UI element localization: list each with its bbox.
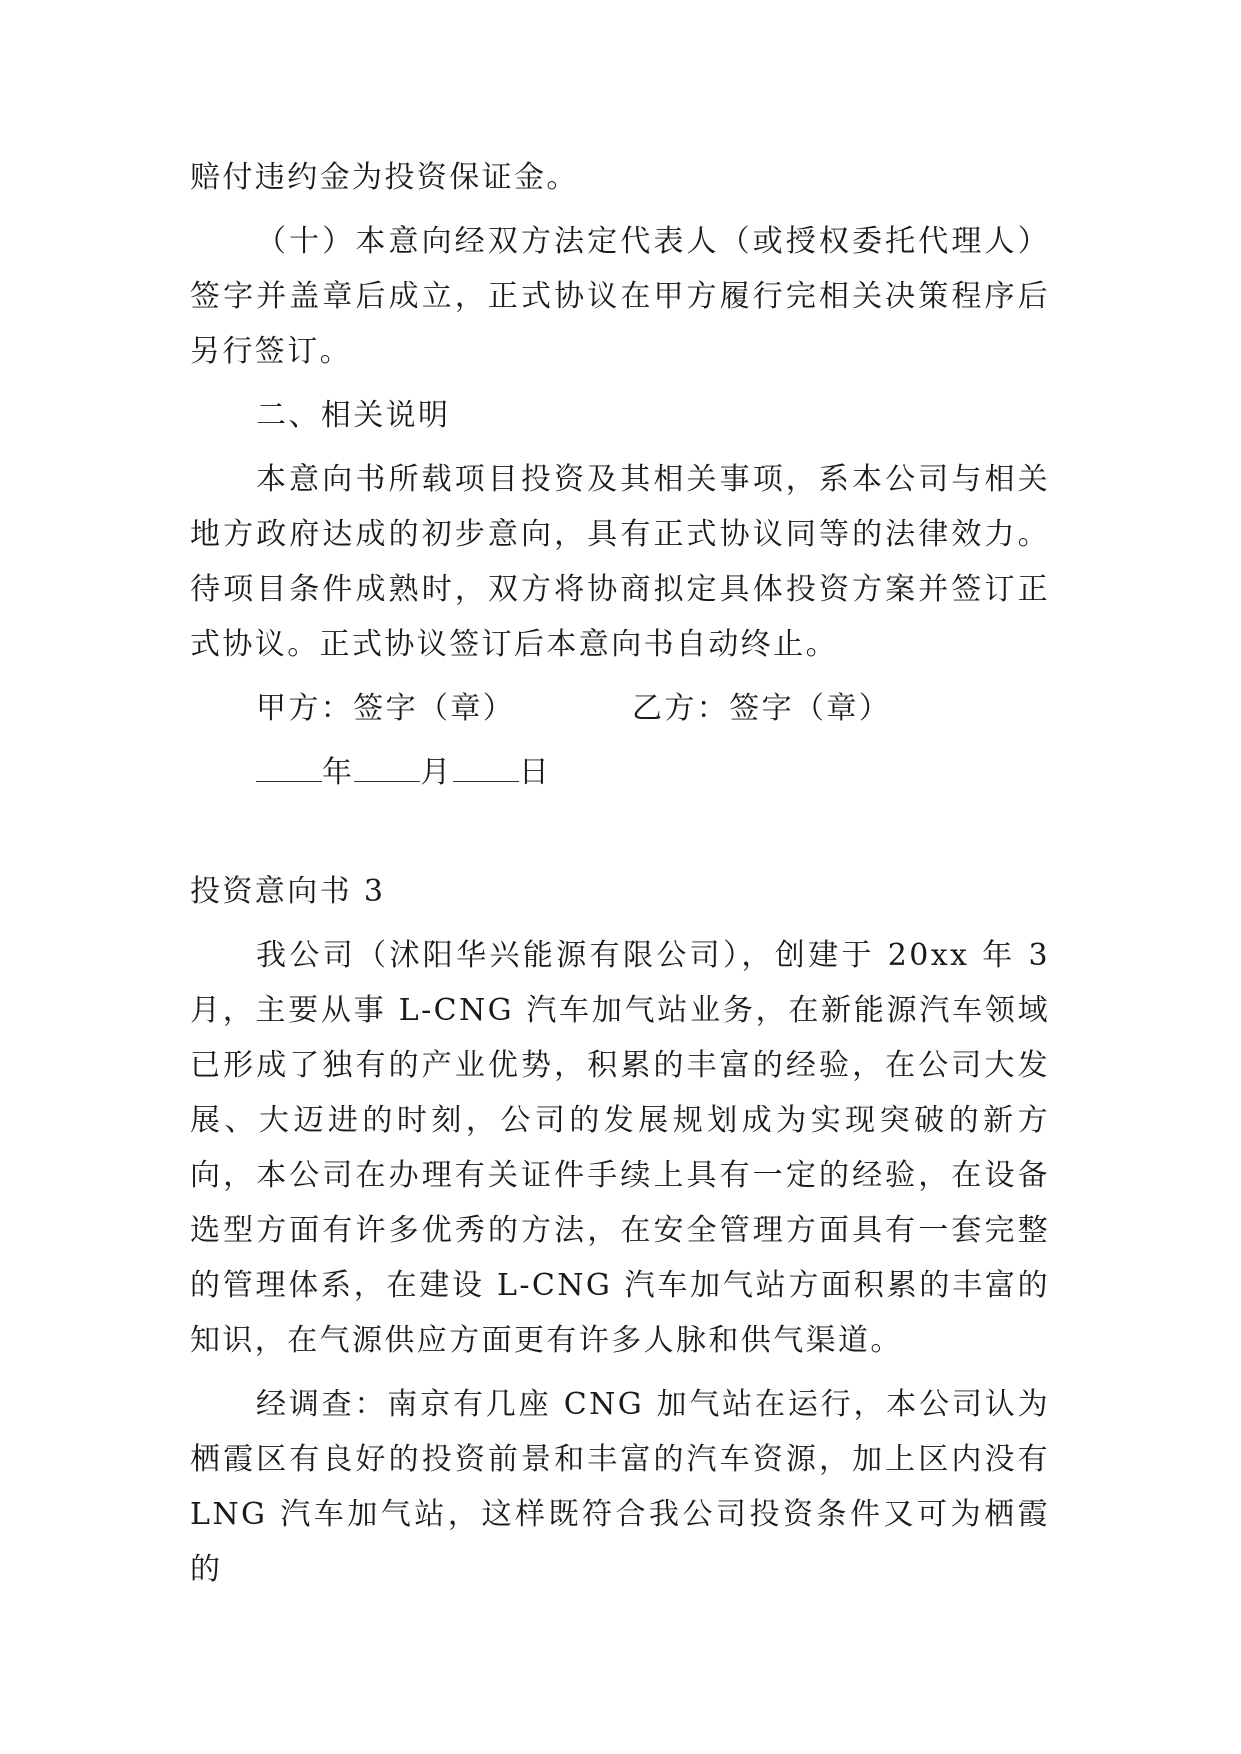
- month-label: 月: [420, 755, 453, 790]
- year-label: 年: [322, 755, 355, 790]
- document-title: 投资意向书 3: [190, 874, 386, 909]
- day-blank: [453, 745, 519, 782]
- clause-ten: （十）本意向经双方法定代表人（或授权委托代理人）签字并盖章后成立，正式协议在甲方履行完相关决策程序后另行签订。: [190, 224, 1050, 369]
- month-blank: [354, 745, 420, 782]
- date-line: [190, 745, 1050, 800]
- section-heading-related-notes: 二、相关说明: [256, 398, 451, 433]
- party-a-signature: 甲方：签字（章）: [256, 691, 516, 726]
- explanation-paragraph: 本意向书所载项目投资及其相关事项，系本公司与相关地方政府达成的初步意向，具有正式协议同等的法律效力。待项目条件成熟时，双方将协商拟定具体投资方案并签订正式协议。正式协议签订后本意向书自动终止。: [190, 462, 1050, 662]
- investigation-paragraph: 经调查：南京有几座 CNG 加气站在运行，本公司认为栖霞区有良好的投资前景和丰富的汽车资源，加上区内没有 LNG 汽车加气站，这样既符合我公司投资条件又可为栖霞的: [190, 1387, 1050, 1587]
- party-b-signature: 乙方：签字（章）: [632, 691, 892, 726]
- signature-row: [190, 681, 1050, 736]
- continued-paragraph: 赔付违约金为投资保证金。: [190, 160, 579, 195]
- document-body: [190, 150, 1050, 1597]
- company-intro-paragraph: 我公司（沭阳华兴能源有限公司），创建于 20xx 年 3 月，主要从事 L-CNG 汽车加气站业务，在新能源汽车领域已形成了独有的产业优势，积累的丰富的经验，在公司大发展、大迈进的时刻，公司的发展规划成为实现突破的新方向，本公司在办理有关证件手续上具有一定的经验，在设备选型方面有许多优秀的方法，在安全管理方面具有一套完整的管理体系，在建设 L-CNG 汽车加气站方面积累的丰富的知识，在气源供应方面更有许多人脉和供气渠道。: [190, 938, 1050, 1358]
- section-gap: [190, 800, 1050, 855]
- day-label: 日: [518, 755, 552, 790]
- year-blank: [256, 745, 322, 782]
